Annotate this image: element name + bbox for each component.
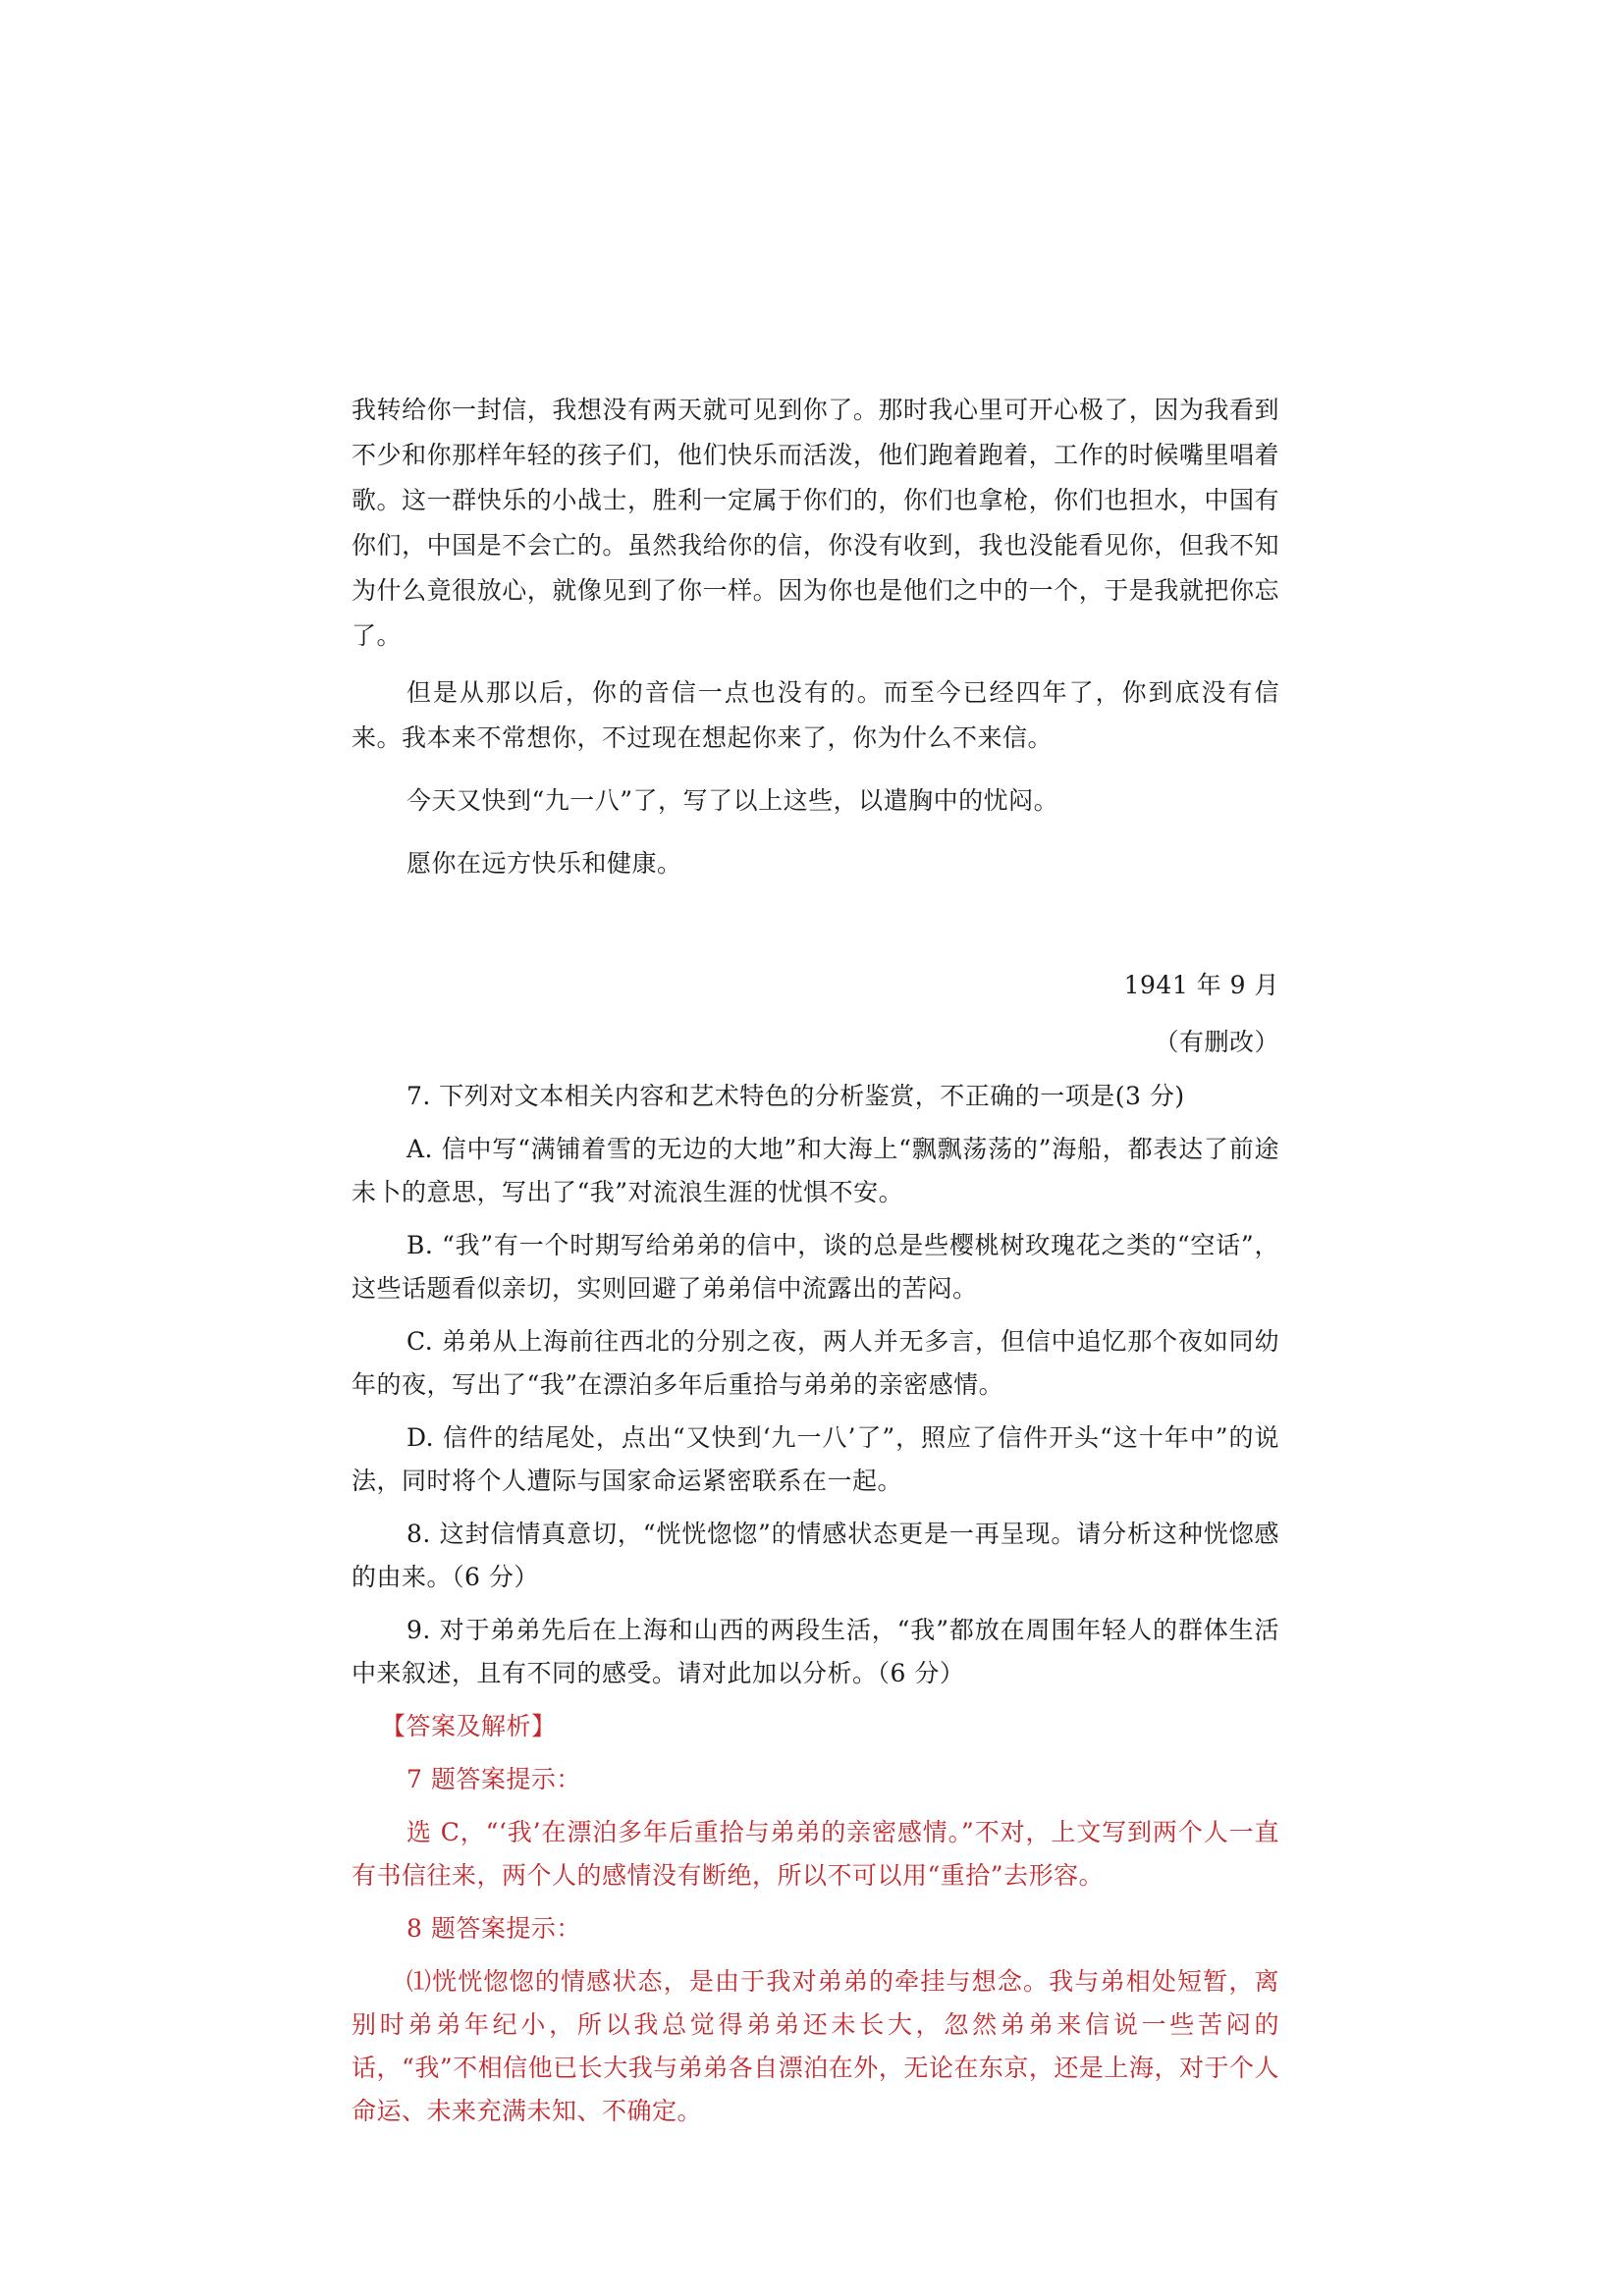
source-note: （有删改）	[1154, 1028, 1279, 1056]
option-c: C. 弟弟从上海前往西北的分别之夜，两人并无多言，但信中追忆那个夜如同幼年的夜，写出了“我”在漂泊多年后重拾与弟弟的亲密感情。	[352, 1327, 1279, 1399]
questions-section	[352, 1075, 1279, 1695]
letter-date: 1941 年 9 月	[1123, 971, 1279, 999]
question-8: 8. 这封信情真意切，“恍恍惚惚”的情感状态更是一再呈现。请分析这种恍惚感的由来。（6 分）	[352, 1520, 1279, 1591]
letter-body	[352, 388, 1279, 1065]
answer-7-text: 选 C，“‘我’在漂泊多年后重拾与弟弟的亲密感情。”不对，上文写到两个人一直有书信往来，两个人的感情没有断绝，所以不可以用“重拾”去形容。	[352, 1818, 1279, 1890]
option-d: D. 信件的结尾处，点出“又快到‘九一八’了”，照应了信件开头“这十年中”的说法，同时将个人遭际与国家命运紧密联系在一起。	[352, 1423, 1279, 1495]
answer-8-text: ⑴恍恍惚惚的情感状态，是由于我对弟弟的牵挂与想念。我与弟相处短暂，离别时弟弟年纪小，所以我总觉得弟弟还未长大，忽然弟弟来信说一些苦闷的话，“我”不相信他已长大我与弟弟各自漂泊在外，无论在东京，还是上海，对于个人命运、未来充满未知、不确定。	[352, 1967, 1279, 2125]
document-page	[352, 388, 1279, 2133]
answers-section	[352, 1705, 1279, 2133]
answers-heading: 【答案及解析】	[381, 1712, 557, 1740]
letter-paragraph-3: 今天又快到“九一八”了，写了以上这些，以遣胸中的忧闷。	[406, 786, 1059, 815]
letter-paragraph-2: 但是从那以后，你的音信一点也没有的。而至今已经四年了，你到底没有信来。我本来不常想你，不过现在想起你来了，你为什么不来信。	[352, 678, 1279, 752]
question-9: 9. 对于弟弟先后在上海和山西的两段生活，“我”都放在周围年轻人的群体生活中来叙述，且有不同的感受。请对此加以分析。（6 分）	[352, 1616, 1279, 1687]
answer-7-title: 7 题答案提示：	[406, 1765, 581, 1793]
question-7: 7. 下列对文本相关内容和艺术特色的分析鉴赏，不正确的一项是(3 分)	[406, 1082, 1185, 1110]
letter-paragraph-1: 我转给你一封信，我想没有两天就可见到你了。那时我心里可开心极了，因为我看到不少和你那样年轻的孩子们，他们快乐而活泼，他们跑着跑着，工作的时候嘴里唱着歌。这一群快乐的小战士，胜利一定属于你们的，你们也拿枪，你们也担水，中国有你们，中国是不会亡的。虽然我给你的信，你没有收到，我也没能看见你，但我不知为什么竟很放心，就像见到了你一样。因为你也是他们之中的一个，于是我就把你忘了。	[352, 396, 1279, 650]
option-b: B. “我”有一个时期写给弟弟的信中，谈的总是些樱桃树玫瑰花之类的“空话”，这些话题看似亲切，实则回避了弟弟信中流露出的苦闷。	[352, 1231, 1279, 1303]
answer-8-title: 8 题答案提示：	[406, 1914, 581, 1943]
letter-paragraph-4: 愿你在远方快乐和健康。	[406, 849, 682, 878]
option-a: A. 信中写“满铺着雪的无边的大地”和大海上“飘飘荡荡的”海船，都表达了前途未卜的意思，写出了“我”对流浪生涯的忧惧不安。	[352, 1135, 1279, 1206]
